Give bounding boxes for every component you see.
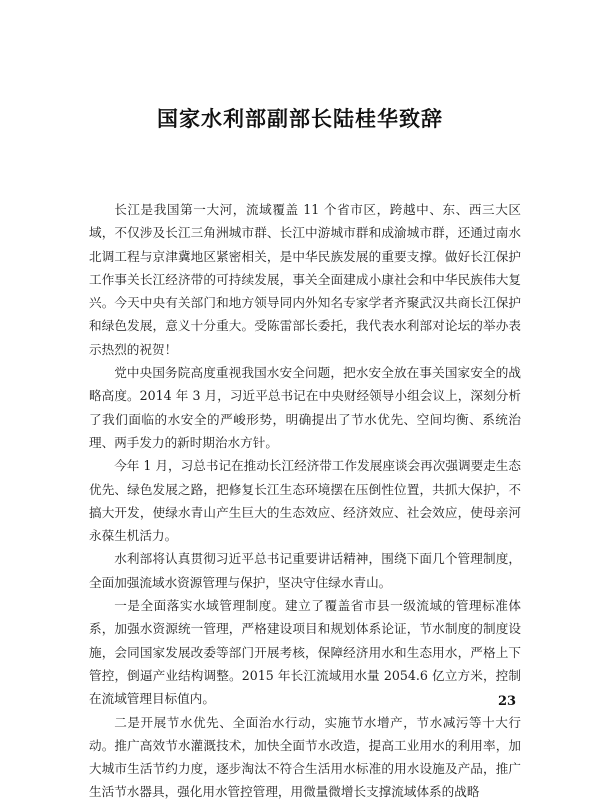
paragraph-6: 二是开展节水优先、全面治水行动，实施节水增产，节水减污等十大行动。推广高效节水灌溉技术，加快全面节水改造，提高工业用水的利用率，加大城市生活节约力度，逐步淘汰不符合生活用水标准的用水设施及产品，推广生活节水器具，强化用水管控管理，用微量微增长支撑流域体系的战略 bbox=[89, 714, 521, 800]
paragraph-4: 水利部将认真贯彻习近平总书记重要讲话精神，围绕下面几个管理制度，全面加强流域水资源管理与保护，坚决守住绿水青山。 bbox=[89, 551, 521, 590]
paragraph-3: 今年 1 月，习总书记在推动长江经济带工作发展座谈会再次强调要走生态优先、绿色发展之路，把修复长江生态环境摆在压倒性位置，共抓大保护，不搞大开发，使绿水青山产生巨大的生态效应、经济效应、社会效应，使母亲河永葆生机活力。 bbox=[89, 458, 521, 544]
paragraph-5: 一是全面落实水域管理制度。建立了覆盖省市县一级流域的管理标准体系，加强水资源统一管理，严格建设项目和规划体系论证，节水制度的制度设施，会同国家发展改委等部门开展考核，保障经济用水和生态用水，严格上下管控，倒逼产业结构调整。2015 年长江流域用水量 2054.6 亿立方米，控制在流域管理目标值内。 bbox=[89, 598, 521, 707]
page-title: 国家水利部副部长陆桂华致辞 bbox=[157, 106, 443, 131]
body-text bbox=[89, 198, 521, 804]
page-number: 23 bbox=[498, 694, 517, 709]
paragraph-1: 长江是我国第一大河，流域覆盖 11 个省市区，跨越中、东、西三大区域，不仅涉及长江三角洲城市群、长江中游城市群和成渝城市群，还通过南水北调工程与京津冀地区紧密相关，是中华民族发展的重要支撑。做好长江保护工作事关长江经济带的可持续发展，事关全面建成小康社会和中华民族伟大复兴。今天中央有关部门和地方领导同内外知名专家学者齐聚武汉共商长江保护和绿色发展，意义十分重大。受陈雷部长委托，我代表水利部对论坛的举办表示热烈的祝贺！ bbox=[89, 202, 521, 357]
paragraph-2: 党中央国务院高度重视我国水安全问题，把水安全放在事关国家安全的战略高度。2014 年 3 月，习近平总书记在中央财经领导小组会议上，深刻分析了我们面临的水安全的严峻形势，明确提出了节水优先、空间均衡、系统治理、两手发力的新时期治水方针。 bbox=[89, 365, 521, 450]
